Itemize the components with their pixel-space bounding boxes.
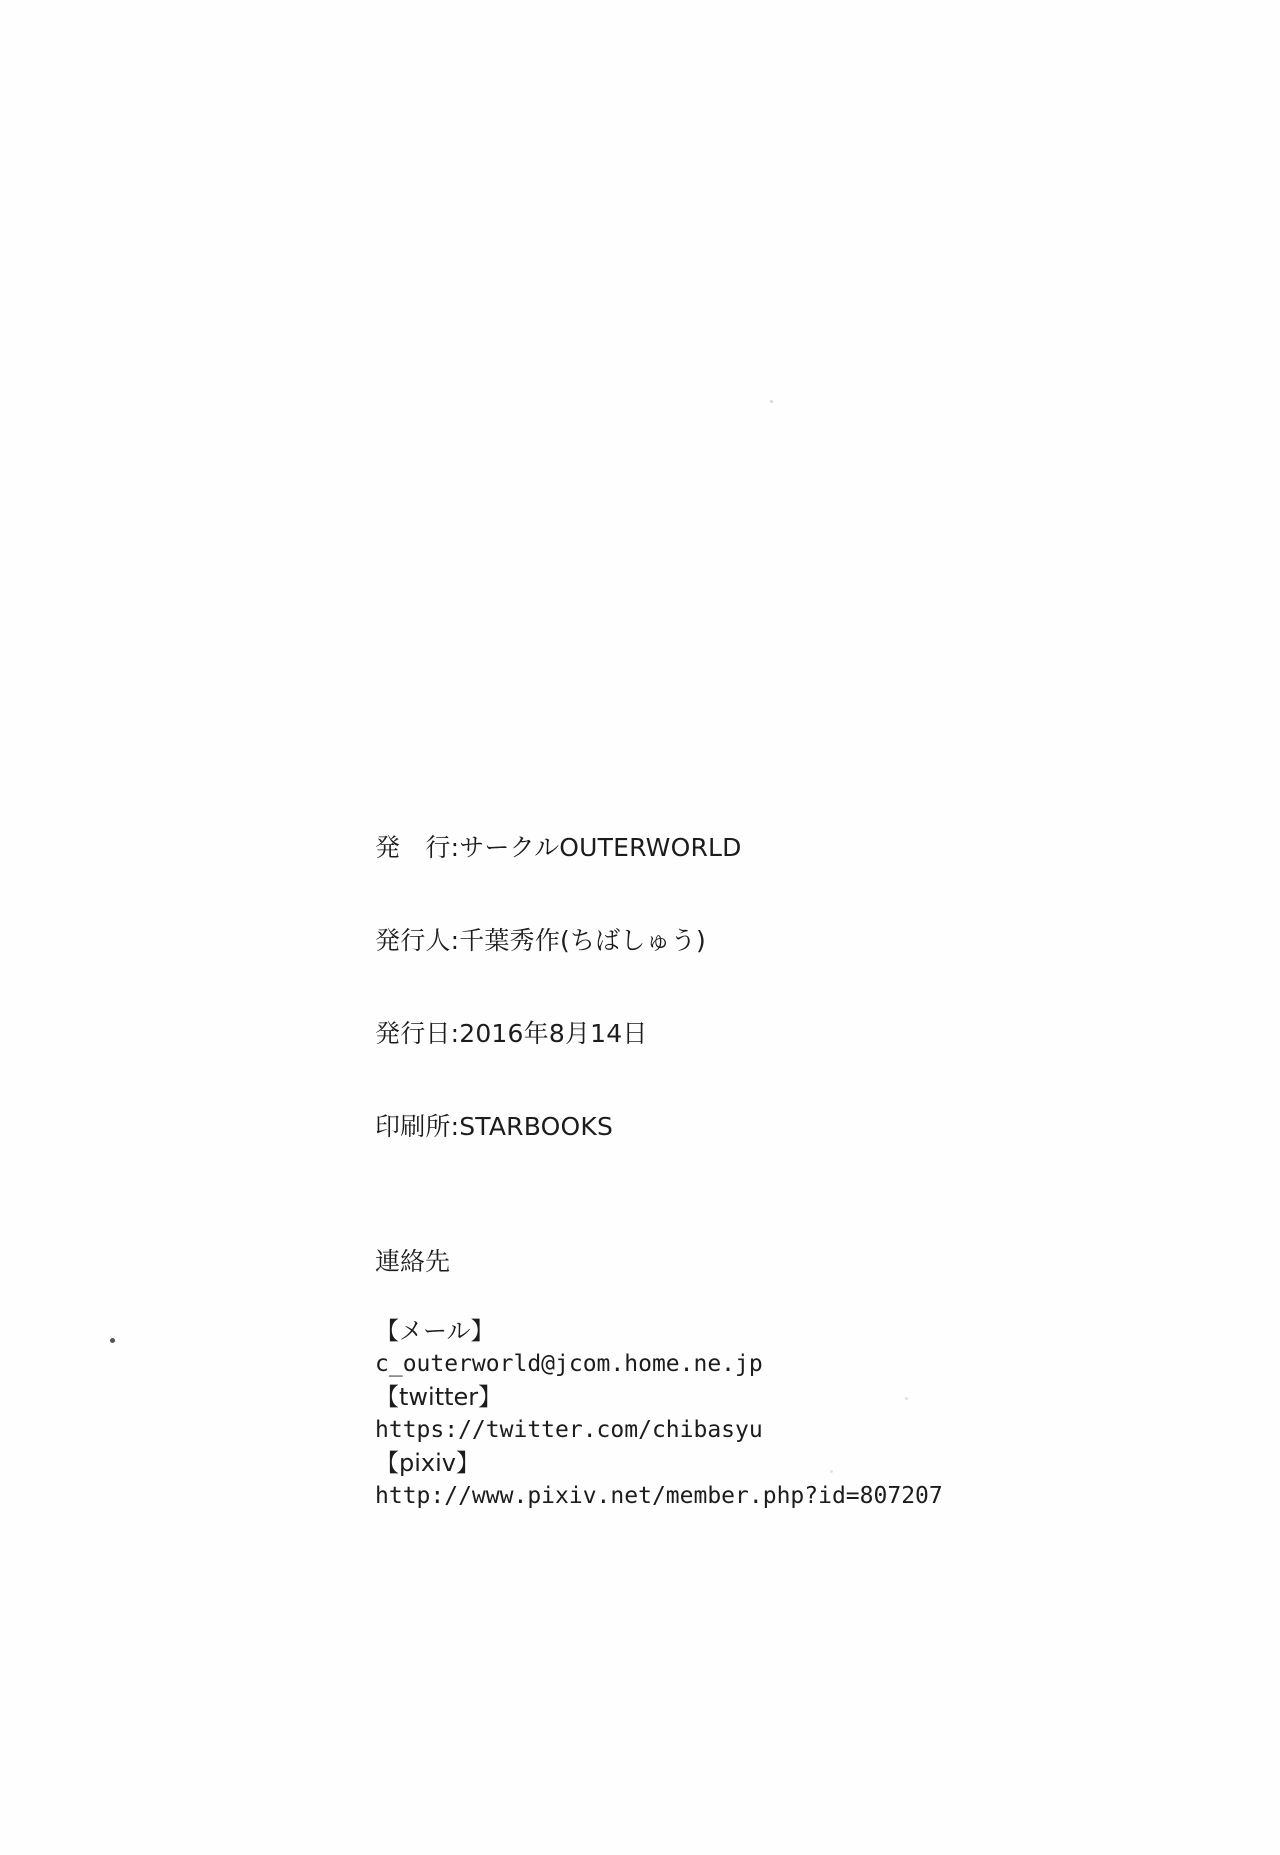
print-speck — [110, 1338, 115, 1343]
contact-label-mail: 【メール】 — [375, 1317, 495, 1345]
contact-value-mail: c_outerworld@jcom.home.ne.jp — [375, 1351, 763, 1377]
contact-block — [375, 1315, 1135, 1513]
imprint-publisher: 発 行:サークルOUTERWORLD — [375, 833, 742, 862]
colophon — [375, 770, 1135, 1513]
contact-value-twitter[interactable]: https://twitter.com/chibasyu — [375, 1417, 763, 1443]
contact-heading: 連絡先 — [375, 1247, 451, 1276]
contact-label-pixiv: 【pixiv】 — [375, 1449, 480, 1477]
contact-value-pixiv[interactable]: http://www.pixiv.net/member.php?id=807207 — [375, 1483, 943, 1509]
imprint-editor: 発行人:千葉秀作(ちばしゅう) — [375, 926, 706, 955]
contact-label-twitter: 【twitter】 — [375, 1383, 503, 1411]
print-speck — [770, 400, 773, 403]
imprint-printer: 印刷所:STARBOOKS — [375, 1112, 614, 1141]
imprint-date: 発行日:2016年8月14日 — [375, 1019, 648, 1048]
imprint-block — [375, 770, 1135, 1204]
